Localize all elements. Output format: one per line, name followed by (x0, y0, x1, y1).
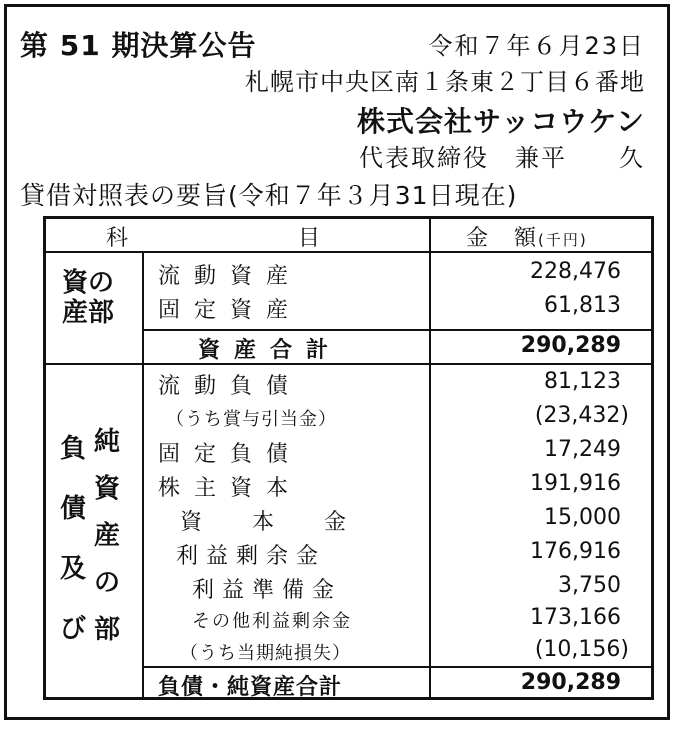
amount-header-label: 金 額 (466, 226, 539, 251)
assets-total-value: 290,289 (520, 333, 621, 358)
row-value-bonus-reserve: (23,432) (534, 403, 629, 428)
side-char: 及 (60, 554, 87, 584)
row-value-legal-reserve: 3,750 (558, 573, 621, 598)
balance-sheet-subtitle: 貸借対照表の要旨(令和７年３月31日現在) (20, 181, 518, 210)
row-label-fixed-assets: 固定資産 (158, 298, 303, 323)
assets-side-label (62, 269, 114, 329)
liabilities-side-label-col2 (94, 419, 120, 654)
row-value-other-retained-earnings: 173,166 (530, 605, 621, 630)
assets-total-divider (142, 329, 651, 331)
row-label-fixed-liabilities: 固定負債 (158, 442, 303, 467)
side-char: び (60, 614, 87, 644)
amount-column-divider (429, 219, 431, 697)
company-name: 株式会社サッコウケン (356, 105, 645, 138)
row-label-capital: 資本金 (180, 510, 397, 535)
representative: 代表取締役 兼平 久 (359, 144, 645, 172)
row-value-shareholders-equity: 191,916 (530, 471, 621, 496)
company-address: 札幌市中央区南１条東２丁目６番地 (245, 68, 645, 96)
side-char: の (94, 568, 121, 598)
row-value-capital: 15,000 (544, 505, 621, 530)
row-value-net-loss: (10,156) (534, 637, 629, 662)
liabilities-equity-total-label: 負債・純資産合計 (158, 675, 343, 700)
row-label-shareholders-equity: 株主資本 (158, 476, 303, 501)
assets-section-divider (46, 363, 651, 365)
assets-side-label-line1: 資の (62, 268, 115, 298)
side-char: 産 (94, 521, 121, 551)
unit-label: (千円) (538, 231, 588, 249)
row-value-fixed-liabilities: 17,249 (544, 437, 621, 462)
side-char: 債 (60, 494, 87, 524)
column-header-amount (466, 221, 588, 252)
side-char: 負 (60, 434, 87, 464)
liabilities-equity-total-value: 290,289 (520, 670, 621, 695)
column-header-item: 科 目 (106, 226, 323, 251)
row-label-legal-reserve: 利益準備金 (192, 578, 343, 603)
balance-sheet-table (43, 216, 654, 700)
notice-date: 令和７年６月23日 (428, 32, 645, 60)
row-label-current-liabilities: 流動負債 (158, 374, 303, 399)
liabilities-side-label-col1 (60, 419, 86, 659)
side-char: 部 (94, 615, 121, 645)
row-value-retained-earnings: 176,916 (530, 539, 621, 564)
row-label-other-retained-earnings: その他利益剰余金 (192, 611, 352, 632)
row-label-bonus-reserve: （うち賞与引当金） (166, 409, 337, 430)
notice-header (0, 0, 681, 210)
side-column-divider (142, 251, 144, 697)
row-value-fixed-assets: 61,813 (544, 293, 621, 318)
assets-side-label-line2: 産部 (62, 297, 115, 328)
side-char: 純 (94, 427, 121, 457)
notice-title: 第 51 期決算公告 (20, 29, 257, 62)
assets-total-label: 資産合計 (198, 338, 343, 363)
row-label-current-assets: 流動資産 (158, 264, 303, 289)
row-value-current-liabilities: 81,123 (544, 369, 621, 394)
row-value-current-assets: 228,476 (530, 259, 621, 284)
row-label-net-loss: （うち当期純損失） (180, 643, 351, 664)
side-char: 資 (94, 474, 121, 504)
row-label-retained-earnings: 利益剰余金 (176, 544, 327, 569)
liabilities-total-divider (142, 666, 651, 668)
